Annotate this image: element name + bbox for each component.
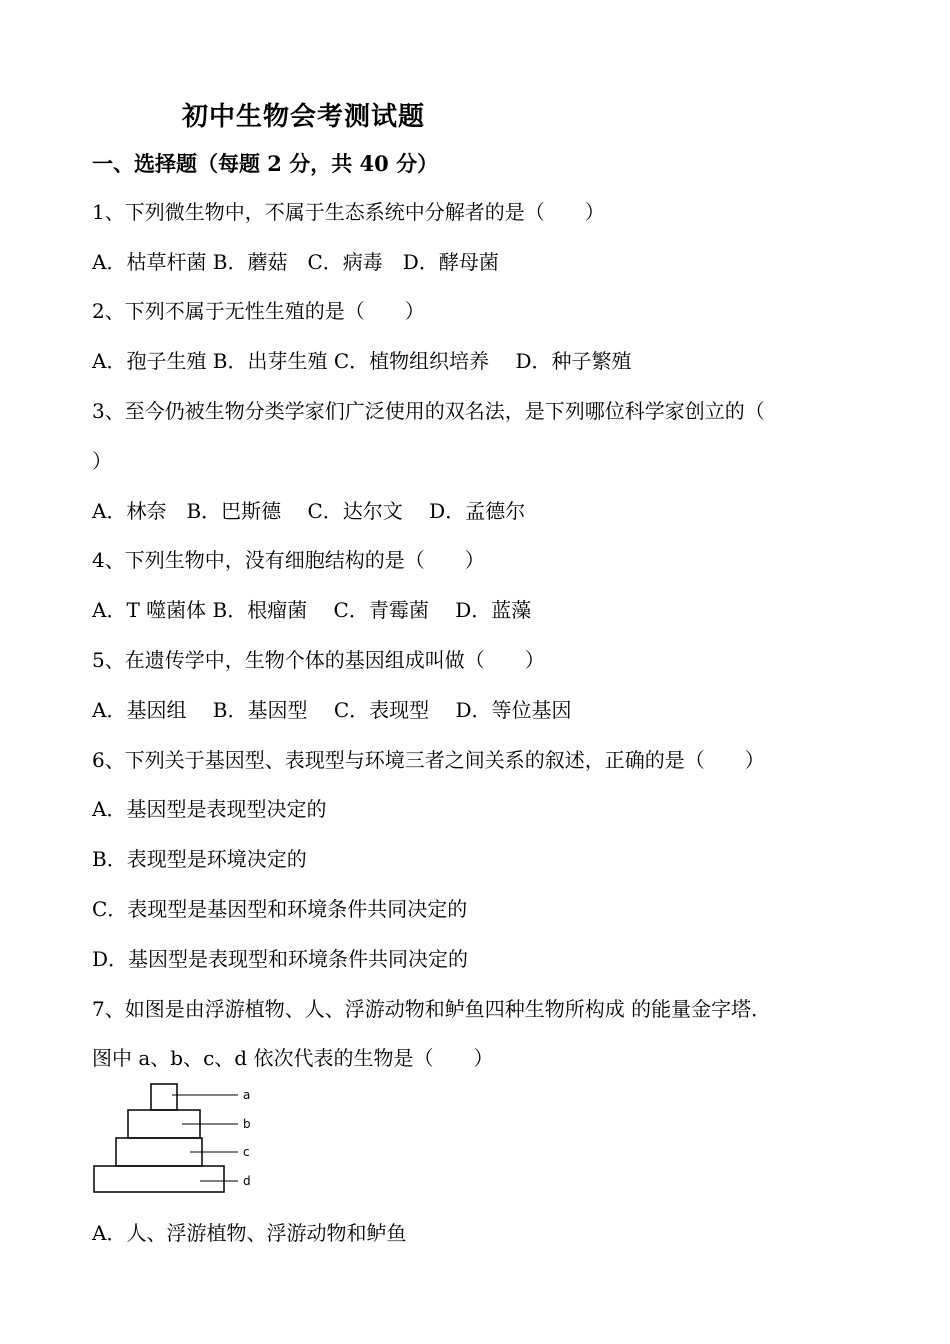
pyramid-label-d: d — [243, 1174, 251, 1188]
question-1-options: A．枯草杆菌 B．蘑菇 C．病毒 D．酵母菌 — [92, 250, 499, 274]
question-2: 2、下列不属于无性生殖的是（ ） — [92, 299, 425, 323]
pyramid-level-c — [116, 1138, 202, 1166]
question-2-options: A．孢子生殖 B．出芽生殖 C．植物组织培养 D．种子繁殖 — [92, 349, 632, 373]
question-6-option-d: D．基因型是表现型和环境条件共同决定的 — [92, 947, 469, 971]
question-4: 4、下列生物中，没有细胞结构的是（ ） — [92, 548, 485, 572]
question-3-options: A．林奈 B．巴斯德 C．达尔文 D．孟德尔 — [92, 499, 526, 523]
question-6-option-b: B．表现型是环境决定的 — [92, 847, 307, 871]
pyramid-label-a: a — [243, 1088, 251, 1102]
question-5: 5、在遗传学中，生物个体的基因组成叫做（ ） — [92, 648, 545, 672]
page-title: 初中生物会考测试题 — [182, 102, 426, 132]
section-heading: 一、选择题（每题 2 分，共 40 分） — [92, 151, 439, 176]
energy-pyramid-figure — [90, 1080, 270, 1196]
question-7: 7、如图是由浮游植物、人、浮游动物和鲈鱼四种生物所构成 的能量金字塔． — [92, 997, 772, 1021]
question-1: 1、下列微生物中，不属于生态系统中分解者的是（ ） — [92, 200, 605, 224]
question-6-option-c: C．表现型是基因型和环境条件共同决定的 — [92, 897, 468, 921]
pyramid-level-a — [151, 1084, 177, 1110]
question-3: 3、至今仍被生物分类学家们广泛使用的双名法，是下列哪位科学家创立的（ — [92, 399, 765, 423]
pyramid-label-c: c — [243, 1145, 250, 1159]
question-7-option-a: A．人、浮游植物、浮游动物和鲈鱼 — [92, 1221, 407, 1245]
question-6-option-a: A．基因型是表现型决定的 — [92, 797, 327, 821]
pyramid-level-d — [94, 1166, 224, 1192]
question-7-continued: 图中 a、b、c、d 依次代表的生物是（ ） — [92, 1046, 494, 1070]
question-6: 6、下列关于基因型、表现型与环境三者之间关系的叙述，正确的是（ ） — [92, 748, 765, 772]
pyramid-label-b: b — [243, 1117, 251, 1131]
question-4-options: A．T 噬菌体 B．根瘤菌 C．青霉菌 D．蓝藻 — [92, 598, 532, 622]
question-5-options: A．基因组 B．基因型 C．表现型 D．等位基因 — [92, 698, 572, 722]
question-3-continued: ） — [92, 449, 112, 473]
